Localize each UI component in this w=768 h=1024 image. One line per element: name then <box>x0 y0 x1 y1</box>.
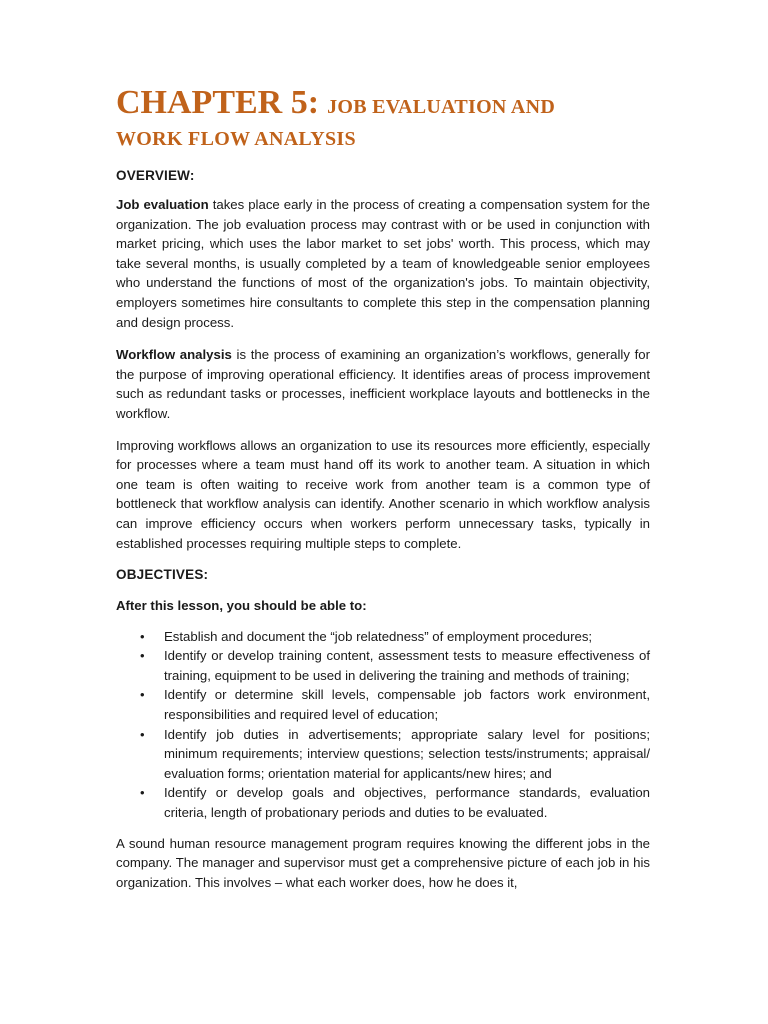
objective-text: Identify or develop goals and objectives, performance standards, evaluation criteria, length of probationary periods and duties to be evaluated. <box>164 785 650 821</box>
closing-paragraph: A sound human resource management program requires knowing the different jobs in the company. The manager and supervisor must get a comprehensive picture of each job in his organization. This involves – what each worker does, how he does it, <box>116 835 650 890</box>
chapter-title <box>116 86 650 155</box>
objective-text: Identify or determine skill levels, compensable job factors work environment, responsibilities and required level of education; <box>164 687 650 723</box>
bullet-icon: • <box>140 648 145 664</box>
bullet-icon: • <box>140 785 145 801</box>
job-evaluation-text: takes place early in the process of creating a compensation system for the organization. The job evaluation process may contrast with or be used in conjunction with market pricing, which uses the labor market to set jobs' worth. This process, which may take several months, is usually completed by a team of knowledgeable senior employees who understand the functions of most of the organization's jobs. To maintain objectivity, employers sometimes hire consultants to complete this step in the compensation planning and design process. <box>116 197 651 330</box>
document-content <box>116 86 650 892</box>
chapter-title-text-1: JOB EVALUATION AND <box>327 96 556 118</box>
objectives-intro: After this lesson, you should be able to: <box>116 598 367 614</box>
chapter-title-text-2: WORK FLOW ANALYSIS <box>116 128 356 150</box>
workflow-analysis-term: Workflow analysis <box>116 347 232 363</box>
objective-text: Identify or develop training content, assessment tests to measure effectiveness of training, equipment to be used in delivering the training and methods of training; <box>164 648 650 683</box>
chapter-title-line-1 <box>116 86 650 123</box>
overview-paragraph-job-evaluation <box>116 195 650 332</box>
bullet-icon: • <box>140 628 145 644</box>
overview-paragraph-improving-workflows: Improving workflows allows an organization to use its resources more efficiently, especially for processes where a team must hand off its work to another team. A situation in which one team is often waiting to receive work from another team is a common type of bottleneck that workflow analysis can identify. Another scenario in which workflow analysis can improve efficiency occurs when workers perform unnecessary tasks, typically in established processes requiring multiple steps to complete. <box>116 437 650 551</box>
objectives-heading: OBJECTIVES: <box>116 567 209 583</box>
workflow-analysis-text: is the process of examining an organization’s workflows, generally for the purpose of improving operational efficiency. It identifies areas of process improvement such as redundant tasks or processes, inefficient workplace layouts and bottlenecks in the workflow. <box>116 347 650 421</box>
objective-item <box>116 725 650 784</box>
bullet-icon: • <box>140 726 145 742</box>
objectives-list <box>116 627 650 823</box>
objective-text: Identify job duties in advertisements; appropriate salary level for positions; minimum requirements; interview questions; selection tests/instruments; appraisal/ evaluation forms; orientation material for applicants/new hires; and <box>164 726 650 781</box>
objective-item <box>116 685 650 724</box>
job-evaluation-term: Job evaluation <box>116 197 209 212</box>
bullet-icon: • <box>140 687 145 703</box>
objective-item <box>116 783 650 822</box>
chapter-number: CHAPTER 5: <box>116 84 320 121</box>
overview-paragraph-workflow-analysis <box>116 345 650 423</box>
objective-item <box>116 627 650 647</box>
objective-item <box>116 646 650 685</box>
objective-text: Establish and document the “job relatedness” of employment procedures; <box>164 628 593 644</box>
overview-heading: OVERVIEW: <box>116 168 195 183</box>
